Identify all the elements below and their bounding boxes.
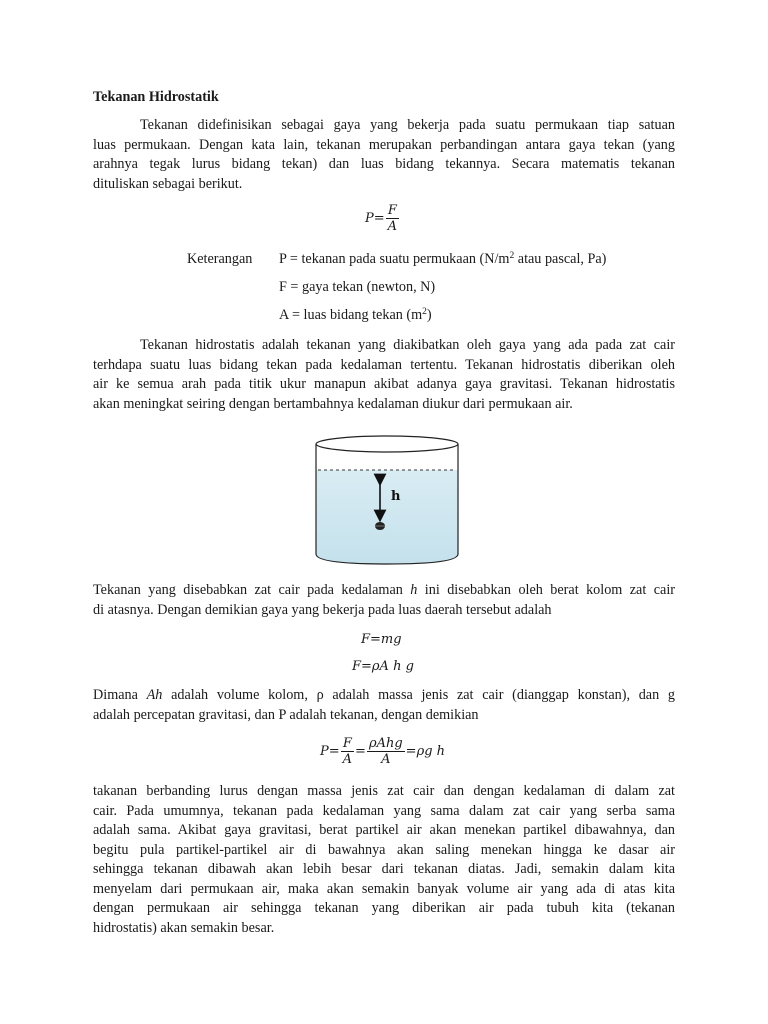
text-line (93, 581, 675, 601)
text-line: begitu pula partikel-partikel air di bawahnya akan saling menekan hingga ke dasar air (93, 841, 675, 858)
water-body (316, 470, 458, 564)
equation-pressure (365, 203, 400, 234)
equation-force-mg: F=mg (361, 632, 402, 647)
text-line: Tekanan didefinisikan sebagai gaya yang bekerja pada suatu permukaan tiap satuan (140, 117, 675, 133)
text-line: terhdapa suatu luas bidang tekan pada kedalaman tertentu. Tekanan hidrostatis diberikan oleh (93, 356, 675, 373)
numerator: F (386, 203, 399, 219)
fraction (386, 203, 399, 234)
text-line: takanan berbanding lurus dengan massa jenis zat cair dan dengan kedalaman di dalam zat (93, 783, 675, 799)
text-line: akan meningkat seiring dengan bertambahnya kedalaman diukur dari permukaan air. (93, 395, 573, 412)
text-line: air ke semua arah pada titik ukur manapun akibat adanya gaya gravitasi. Tekanan hidrostatis (93, 376, 675, 392)
ket-text: F = gaya tekan (newton, N) (279, 279, 436, 295)
text-span: Dimana (93, 687, 147, 703)
text-line (93, 686, 675, 706)
equation-pressure-rhogh: P= $\frac{F}{A}$ = $\frac{\text{ρAhg}}{A}$ =ρg h (320, 736, 446, 767)
ket-text: atau pascal, Pa) (514, 251, 607, 267)
depth-label: h (391, 489, 401, 504)
var-ah: Ah (146, 687, 163, 703)
section-title: Tekanan Hidrostatik (93, 89, 219, 105)
text-line: menyelam dari permukaan air, maka akan semakin banyak volume air yang ada di atas kita (93, 880, 675, 897)
keterangan-item-a (279, 306, 432, 326)
paragraph-where (93, 686, 675, 725)
keterangan-item-p (279, 250, 606, 270)
text-span: ini disebabkan oleh berat kolom zat cair (417, 582, 675, 598)
ket-text: ) (426, 307, 432, 323)
water-cylinder-figure (312, 432, 462, 568)
text-line: di atasnya. Dengan demikian gaya yang bekerja pada luas daerah tersebut adalah (93, 601, 552, 618)
denominator: A (387, 219, 398, 234)
text-span: Tekanan yang disebabkan zat cair pada kedalaman (93, 582, 411, 598)
text-line: sehingga tekanan dibawah akan lebih besar dari tekanan diatas. Jadi, semakin dalam kita (93, 861, 675, 877)
text-line: adalah percepatan gravitasi, dan P adalah tekanan, dengan demikian (93, 706, 479, 723)
fraction (341, 736, 354, 767)
paragraph-column-weight (93, 581, 675, 620)
denominator: A (342, 752, 353, 767)
var-h: h (410, 582, 418, 598)
text-line: cair. Pada umumnya, tekanan pada kedalaman yang sama dalam zat cair yang serba sama (93, 802, 675, 819)
ket-text: A = luas bidang tekan (m (279, 307, 423, 323)
paragraph-definition (93, 116, 675, 194)
ket-sup: 2 (509, 251, 515, 261)
eq-rhs: =ρg h (405, 744, 446, 759)
text-line: dengan permukaan air sehingga tekanan yang diberikan air pada tubuh kita (tekanan (93, 900, 675, 916)
paragraph-conclusion (93, 782, 675, 938)
numerator: ρAhg (368, 736, 403, 751)
eq-lhs: P= (365, 211, 385, 226)
ket-sup: 2 (422, 307, 427, 317)
text-line: Tekanan hidrostatis adalah tekanan yang diakibatkan oleh gaya yang ada pada zat cair (140, 337, 675, 353)
equation-force-rho: F=ρA h g (352, 659, 414, 674)
eq-lhs: P= (320, 744, 340, 759)
text-line: arahnya tegak lurus bidang tekan) dan luas bidang tekannya. Secara matematis tekanan (93, 156, 675, 172)
cylinder-diagram (312, 432, 462, 568)
keterangan-label: Keterangan (187, 251, 253, 267)
text-line: dituliskan sebagai berikut. (93, 175, 243, 192)
fraction (367, 736, 405, 767)
numerator: F (341, 736, 354, 752)
text-line: luas permukaan. Dengan kata lain, tekanan merupakan perbandingan antara gaya tekan (yang (93, 136, 675, 153)
text-line: adalah sama. Akibat gaya gravitasi, berat partikel air akan menekan partikel dibawahnya, dan (93, 822, 675, 838)
cylinder-top (316, 436, 458, 452)
text-line: hidrostatis) akan semakin besar. (93, 919, 275, 936)
denominator: A (381, 752, 391, 767)
ket-text: P = tekanan pada suatu permukaan (N/m (279, 251, 510, 267)
keterangan-item-f (279, 278, 435, 298)
text-span: adalah volume kolom, ρ adalah massa jenis zat cair (dianggap konstan), dan g (162, 687, 675, 703)
paragraph-hydrostatic (93, 336, 675, 414)
